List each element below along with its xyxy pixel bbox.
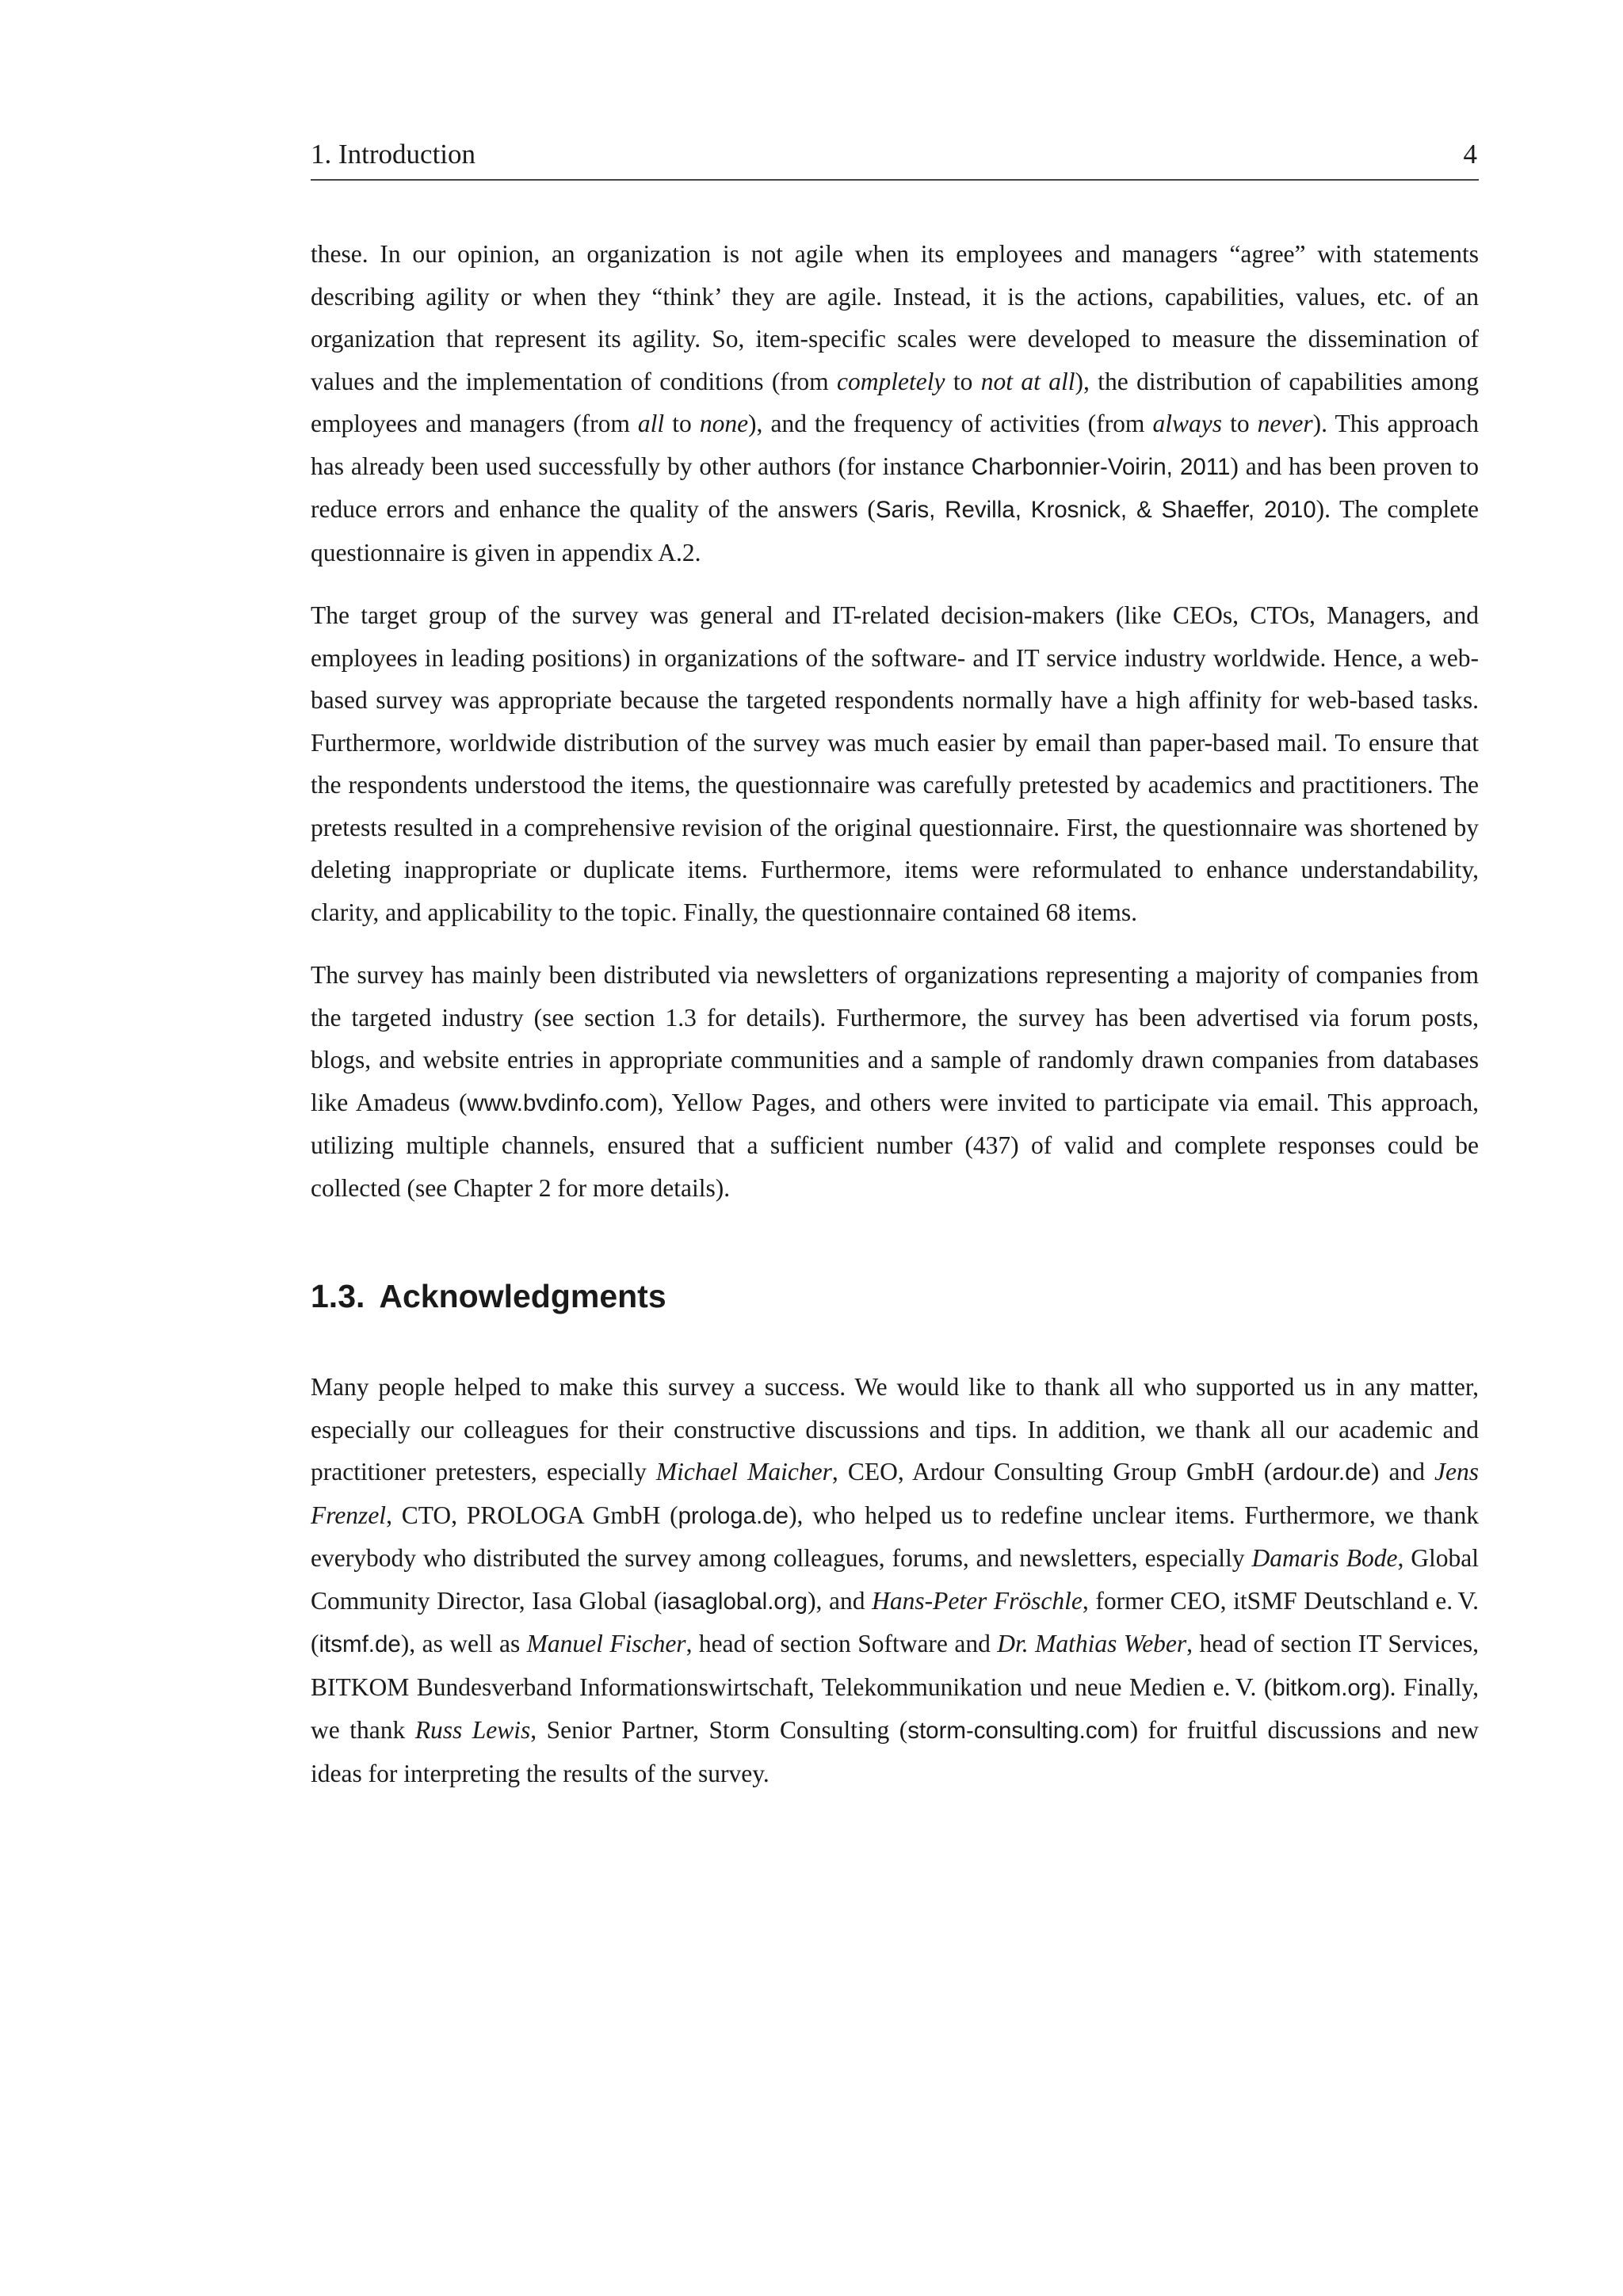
url-link[interactable]: itsmf.de <box>319 1631 401 1657</box>
section-heading-acknowledgments <box>311 1274 1479 1318</box>
section-title: Acknowledgments <box>379 1278 666 1314</box>
url-link[interactable]: www.bvdinfo.com <box>467 1089 650 1116</box>
chapter-title: 1. Introduction <box>311 139 476 170</box>
document-page <box>311 0 1479 2296</box>
citation-link[interactable]: Saris, Revilla, Krosnick, & Shaeffer, 2010 <box>875 497 1316 523</box>
body-text <box>311 233 1479 1815</box>
url-link[interactable]: iasaglobal.org <box>662 1588 808 1615</box>
url-link[interactable]: prologa.de <box>678 1502 789 1529</box>
url-link[interactable]: ardour.de <box>1272 1459 1371 1486</box>
running-header <box>311 135 1479 181</box>
citation-link[interactable]: Charbonnier-Voirin, 2011 <box>971 453 1231 480</box>
paragraph-distribution: The survey has mainly been distributed via newsletters of organizations representing a majority of companies from the targeted industry (see section 1.3 for details). Furthermore, the survey has been advertised via forum posts, blogs, and website entries in appropriate communities and a sample of randomly drawn companies from databases like Amadeus (www.bvdinfo.com), Yellow Pages, and others were invited to participate via email. This approach, utilizing multiple channels, ensured that a sufficient number (437) of valid and complete responses could be collected (see Chapter 2 for more details). <box>311 961 1479 1202</box>
paragraph-target-group: The target group of the survey was general and IT-related decision-makers (like CEOs, CTOs, Managers, and employees in leading positions) in organizations of the software- and IT service industry worldwide. Hence, a web-based survey was appropriate because the targeted respondents normally have a high affinity for web-based tasks. Furthermore, worldwide distribution of the survey was much easier by email than paper-based mail. To ensure that the respondents understood the items, the questionnaire was carefully pretested by academics and practitioners. The pretests resulted in a comprehensive revision of the original questionnaire. First, the questionnaire was shortened by deleting inappropriate or duplicate items. Furthermore, items were reformulated to enhance understandability, clarity, and applicability to the topic. Finally, the questionnaire contained 68 items. <box>311 601 1479 926</box>
section-number: 1.3. <box>311 1278 365 1314</box>
page-number: 4 <box>1463 139 1477 170</box>
paragraph-acknowledgments: Many people helped to make this survey a success. We would like to thank all who supported us in any matter, especially our colleagues for their constructive discussions and tips. In addition, we thank all our academic and practitioner pretesters, especially Michael Maicher, CEO, Ardour Consulting Group GmbH (ardour.de) and Jens Frenzel, CTO, PROLOGA GmbH (prologa.de), who helped us to redefine unclear items. Furthermore, we thank everybody who distributed the survey among colleagues, forums, and newsletters, especially Damaris Bode, Global Community Director, Iasa Global (iasaglobal.org), and Hans-Peter Fröschle, former CEO, itSMF Deutschland e. V. (itsmf.de), as well as Manuel Fischer, head of section Software and Dr. Mathias Weber, head of section IT Services, BITKOM Bundesverband Informationswirtschaft, Telekommunikation und neue Medien e. V. (bitkom.org). Finally, we thank Russ Lewis, Senior Partner, Storm Consulting (storm-consulting.com) for fruitful discussions and new ideas for interpreting the results of the survey. <box>311 1373 1479 1787</box>
url-link[interactable]: bitkom.org <box>1272 1674 1382 1701</box>
url-link[interactable]: storm-consulting.com <box>907 1718 1130 1744</box>
paragraph-survey-scales: these. In our opinion, an organization is not agile when its employees and managers “agree” with statements describing agility or when they “think’ they are agile. Instead, it is the actions, capabilities, values, etc. of an organization that represent its agility. So, item-specific scales were developed to measure the dissemination of values and the implementation of conditions (from completely to not at all), the distribution of capabilities among employees and managers (from all to none), and the frequency of activities (from always to never). This approach has already been used successfully by other authors (for instance Charbonnier-Voirin, 2011) and has been proven to reduce errors and enhance the quality of the answers (Saris, Revilla, Krosnick, & Shaeffer, 2010). The complete questionnaire is given in appendix A.2. <box>311 240 1480 566</box>
